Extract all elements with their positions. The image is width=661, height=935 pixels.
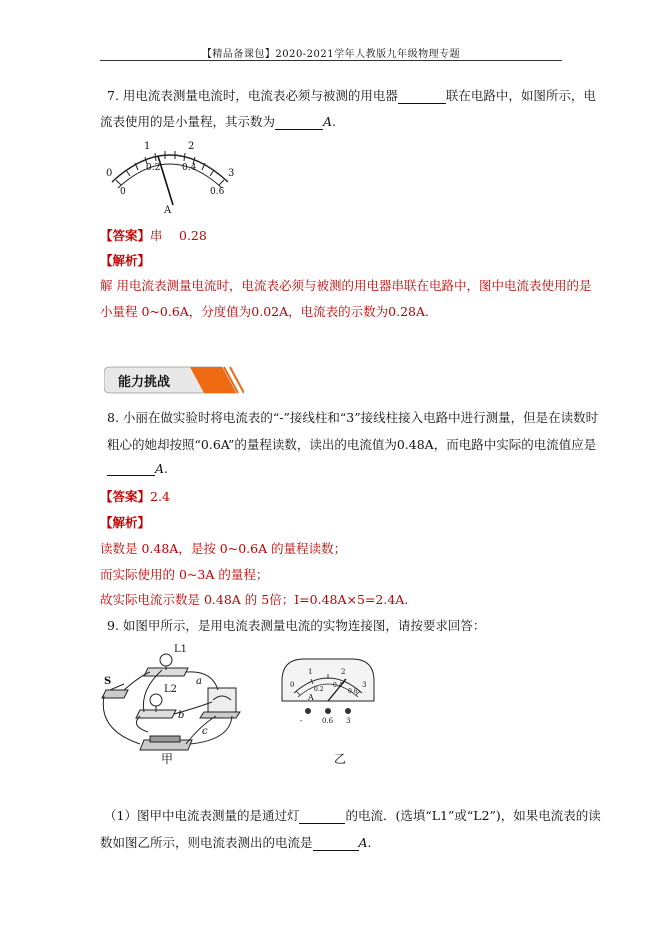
q7-blank-2[interactable] [275,117,323,130]
q7-dial-tick-1: 1 [144,141,151,152]
q7-line-2: 流表使用的是小量程，其示数为 A. [100,114,337,129]
q9-dial-small-04: 0.4 [333,682,343,689]
q8-answer [100,487,170,505]
q9-sub1-blank-2[interactable] [313,838,359,851]
q7-answer-value: 串 0.28 [150,228,207,243]
q7-text-1a: 7. 用电流表测量电流时，电流表必须与被测的用电器 [107,88,398,103]
q9-label-c: c [202,726,208,737]
q7-dial-small-06: 0.6 [210,187,225,197]
q7-analysis-label: 【解析】 [100,253,151,268]
q9-sub1-text-c: 数如图乙所示，则电流表测出的电流是 [100,835,313,850]
q8-line-1: 8. 小丽在做实验时将电流表的“-”接线柱和“3”接线柱接入电路中进行测量，但是在读数时 [107,410,599,425]
q7-analysis-1: 解 用电流表测量电流时，电流表必须与被测的用电器串联在电路中，图中电流表使用的是 [100,278,592,293]
q8-unit: A [155,461,165,476]
q8-analysis-2: 而实际使用的 0~3A 的量程； [100,567,269,582]
q8-line-2: 粗心的她却按照“0.6A”的量程读数，读出的电流值为0.48A，而电路中实际的电流值应是 [107,437,597,452]
q8-analysis-1: 读数是 0.48A，是按 0~0.6A 的量程读数； [100,541,347,556]
q9-dial-tick-3: 3 [362,681,367,689]
q9-label-b: b [178,710,185,721]
q9-sub1-line-2: 数如图乙所示，则电流表测出的电流是 A. [100,835,372,850]
q9-sub1-text-b: 的电流．(选填“L1”或“L2”)，如果电流表的读 [345,808,601,823]
q7-answer-label: 【答案】 [100,228,151,243]
q7-text-2a: 流表使用的是小量程，其示数为 [100,114,276,129]
q9-label-a: a [196,676,202,687]
q9-caption-jia: 甲 [161,752,174,766]
q7-dial-small-0: 0 [120,187,126,197]
q9-terminal-3: 3 [346,717,351,725]
q7-ammeter-figure [100,130,240,215]
q9-line-1: 9. 如图甲所示，是用电流表测量电流的实物连接图，请按要求回答： [107,618,486,633]
q9-label-S: S [104,676,112,687]
q8-answer-value: 2.4 [150,489,170,504]
q8-line-3: A. [107,461,168,476]
q9-circuit-figure [100,640,260,770]
q9-unit: A [358,835,368,850]
q7-text-1b: 联在电路中，如图所示，电 [445,88,596,103]
q9-dial-tick-0: 0 [290,681,295,689]
q8-blank[interactable] [107,463,155,476]
q9-sub1-text-a: （1）图甲中电流表测量的是通过灯 [104,808,300,823]
q9-terminal-06: 0.6 [322,717,334,725]
page-header: 【精品备课包】2020-2021学年人教版九年级物理专题 [201,49,461,60]
q9-ammeter-figure [278,655,378,725]
q9-terminal-minus: - [300,717,303,725]
q9-dial-tick-2: 2 [341,668,346,676]
q8-answer-label: 【答案】 [100,489,151,504]
q9-label-L1: L1 [174,644,188,655]
q7-dial-tick-0: 0 [106,168,113,179]
q9-caption-yi: 乙 [334,752,347,766]
q7-line-1 [107,86,596,104]
q7-unit: A [323,114,333,129]
q7-dial-tick-2: 2 [188,141,195,152]
q7-dial-needle-label: A [164,205,172,215]
q7-blank-1[interactable] [398,91,446,104]
section-title: 能力挑战 [118,375,171,390]
q9-sub1-line-1 [104,806,601,824]
q9-dial-tick-1: 1 [308,668,313,676]
q9-dial-small-06: 0.6 [348,688,358,695]
q9-dial-small-02: 0.2 [314,686,324,693]
q9-label-L2: L2 [164,684,178,695]
q7-dial-tick-3: 3 [228,168,235,179]
q7-dial-small-04: 0.4 [182,163,197,173]
q8-analysis-label: 【解析】 [100,515,151,530]
q7-answer [100,226,207,244]
header-divider [100,60,562,61]
q8-analysis-3: 故实际电流示数是 0.48A 的 5倍；I=0.48A×5=2.4A. [100,592,409,607]
q7-dial-small-02: 0.2 [146,163,161,173]
q9-sub1-blank-1[interactable] [299,811,345,824]
q7-analysis-2: 小量程 0~0.6A，分度值为0.02A，电流表的示数为0.28A. [100,304,429,319]
q9-dial-unit: A [308,693,314,702]
